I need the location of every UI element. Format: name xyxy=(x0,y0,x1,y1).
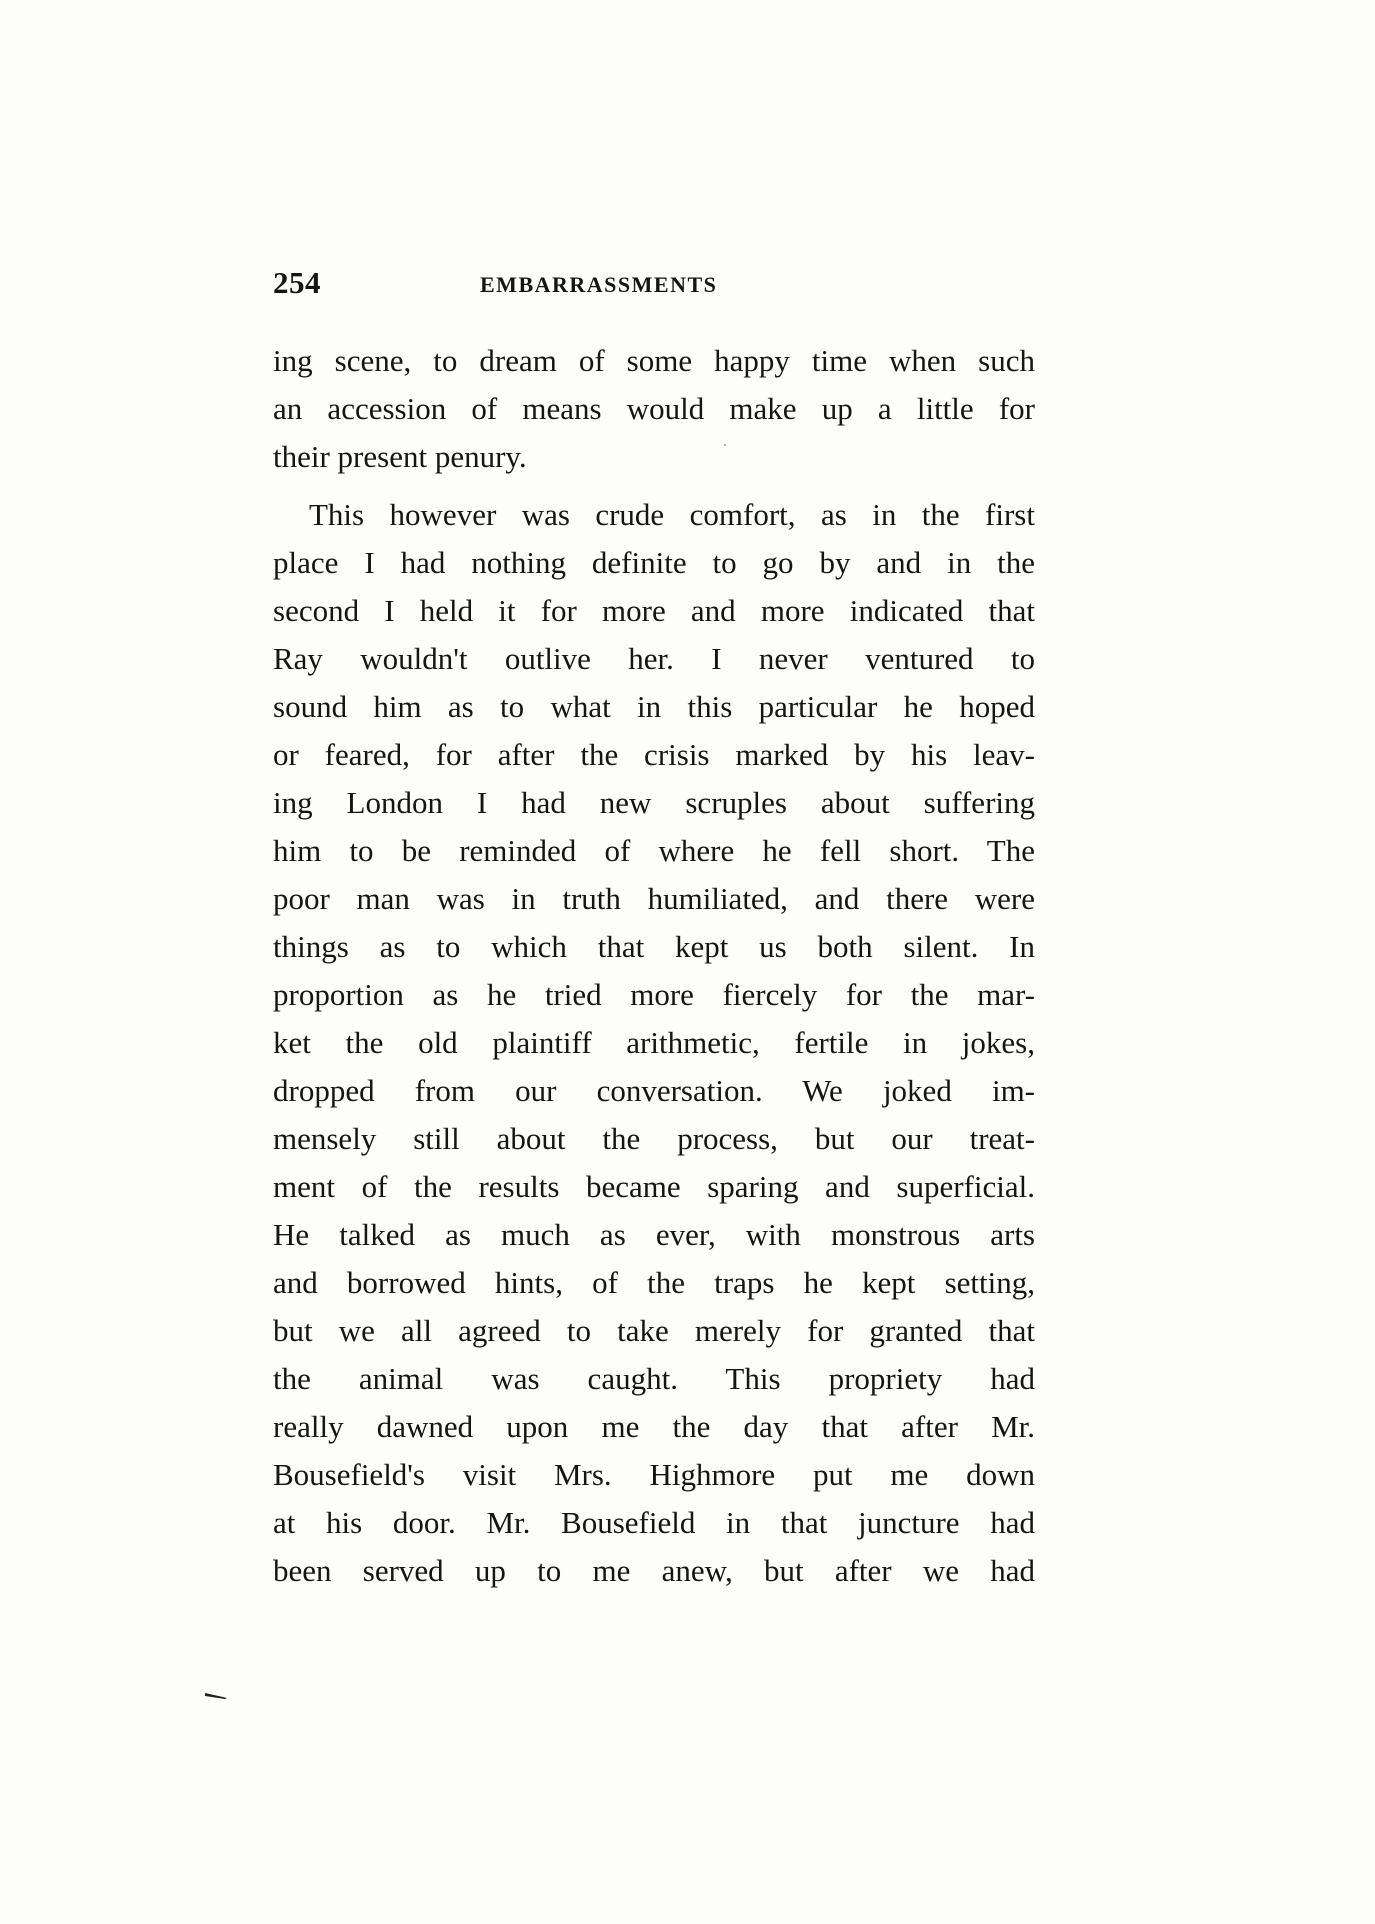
text-line: second I held it for more and more indicated that xyxy=(273,593,1035,628)
text-line: the animal was caught. This propriety had xyxy=(273,1361,1035,1396)
text-line: proportion as he tried more fiercely for the mar- xyxy=(273,977,1035,1012)
text-line: This however was crude comfort, as in the first xyxy=(309,497,1035,532)
text-line: but we all agreed to take merely for granted that xyxy=(273,1313,1035,1348)
text-line: ing scene, to dream of some happy time when such xyxy=(273,343,1035,378)
paragraph-1 xyxy=(273,337,1035,481)
paragraph-gap xyxy=(273,481,1035,491)
text-line: sound him as to what in this particular he hoped xyxy=(273,689,1035,724)
text-line: and borrowed hints, of the traps he kept setting, xyxy=(273,1265,1035,1300)
text-line: an accession of means would make up a little for xyxy=(273,391,1035,426)
text-line: at his door. Mr. Bousefield in that juncture had xyxy=(273,1505,1035,1540)
text-line: ing London I had new scruples about suffering xyxy=(273,785,1035,820)
page-header xyxy=(273,265,1035,305)
text-line: Ray wouldn't outlive her. I never ventured to xyxy=(273,641,1035,676)
body-text xyxy=(273,337,1035,1595)
page-number: 254 xyxy=(273,265,321,300)
text-line: ment of the results became sparing and superficial. xyxy=(273,1169,1035,1204)
text-line: really dawned upon me the day that after Mr. xyxy=(273,1409,1035,1444)
text-line: their present penury. xyxy=(273,439,527,474)
paragraph-2 xyxy=(273,491,1035,1595)
running-head: EMBARRASSMENTS xyxy=(480,272,718,297)
text-line: been served up to me anew, but after we had xyxy=(273,1553,1035,1588)
text-line: or feared, for after the crisis marked by his leav- xyxy=(273,737,1035,772)
text-line: Bousefield's visit Mrs. Highmore put me down xyxy=(273,1457,1035,1492)
text-line: mensely still about the process, but our treat- xyxy=(273,1121,1035,1156)
text-line: things as to which that kept us both silent. In xyxy=(273,929,1035,964)
text-line: him to be reminded of where he fell short. The xyxy=(273,833,1035,868)
margin-mark-icon xyxy=(205,1693,227,1699)
text-line: poor man was in truth humiliated, and there were xyxy=(273,881,1035,916)
text-line: He talked as much as ever, with monstrous arts xyxy=(273,1217,1035,1252)
text-line: dropped from our conversation. We joked im- xyxy=(273,1073,1035,1108)
text-line: place I had nothing definite to go by and in the xyxy=(273,545,1035,580)
text-line: ket the old plaintiff arithmetic, fertile in jokes, xyxy=(273,1025,1035,1060)
